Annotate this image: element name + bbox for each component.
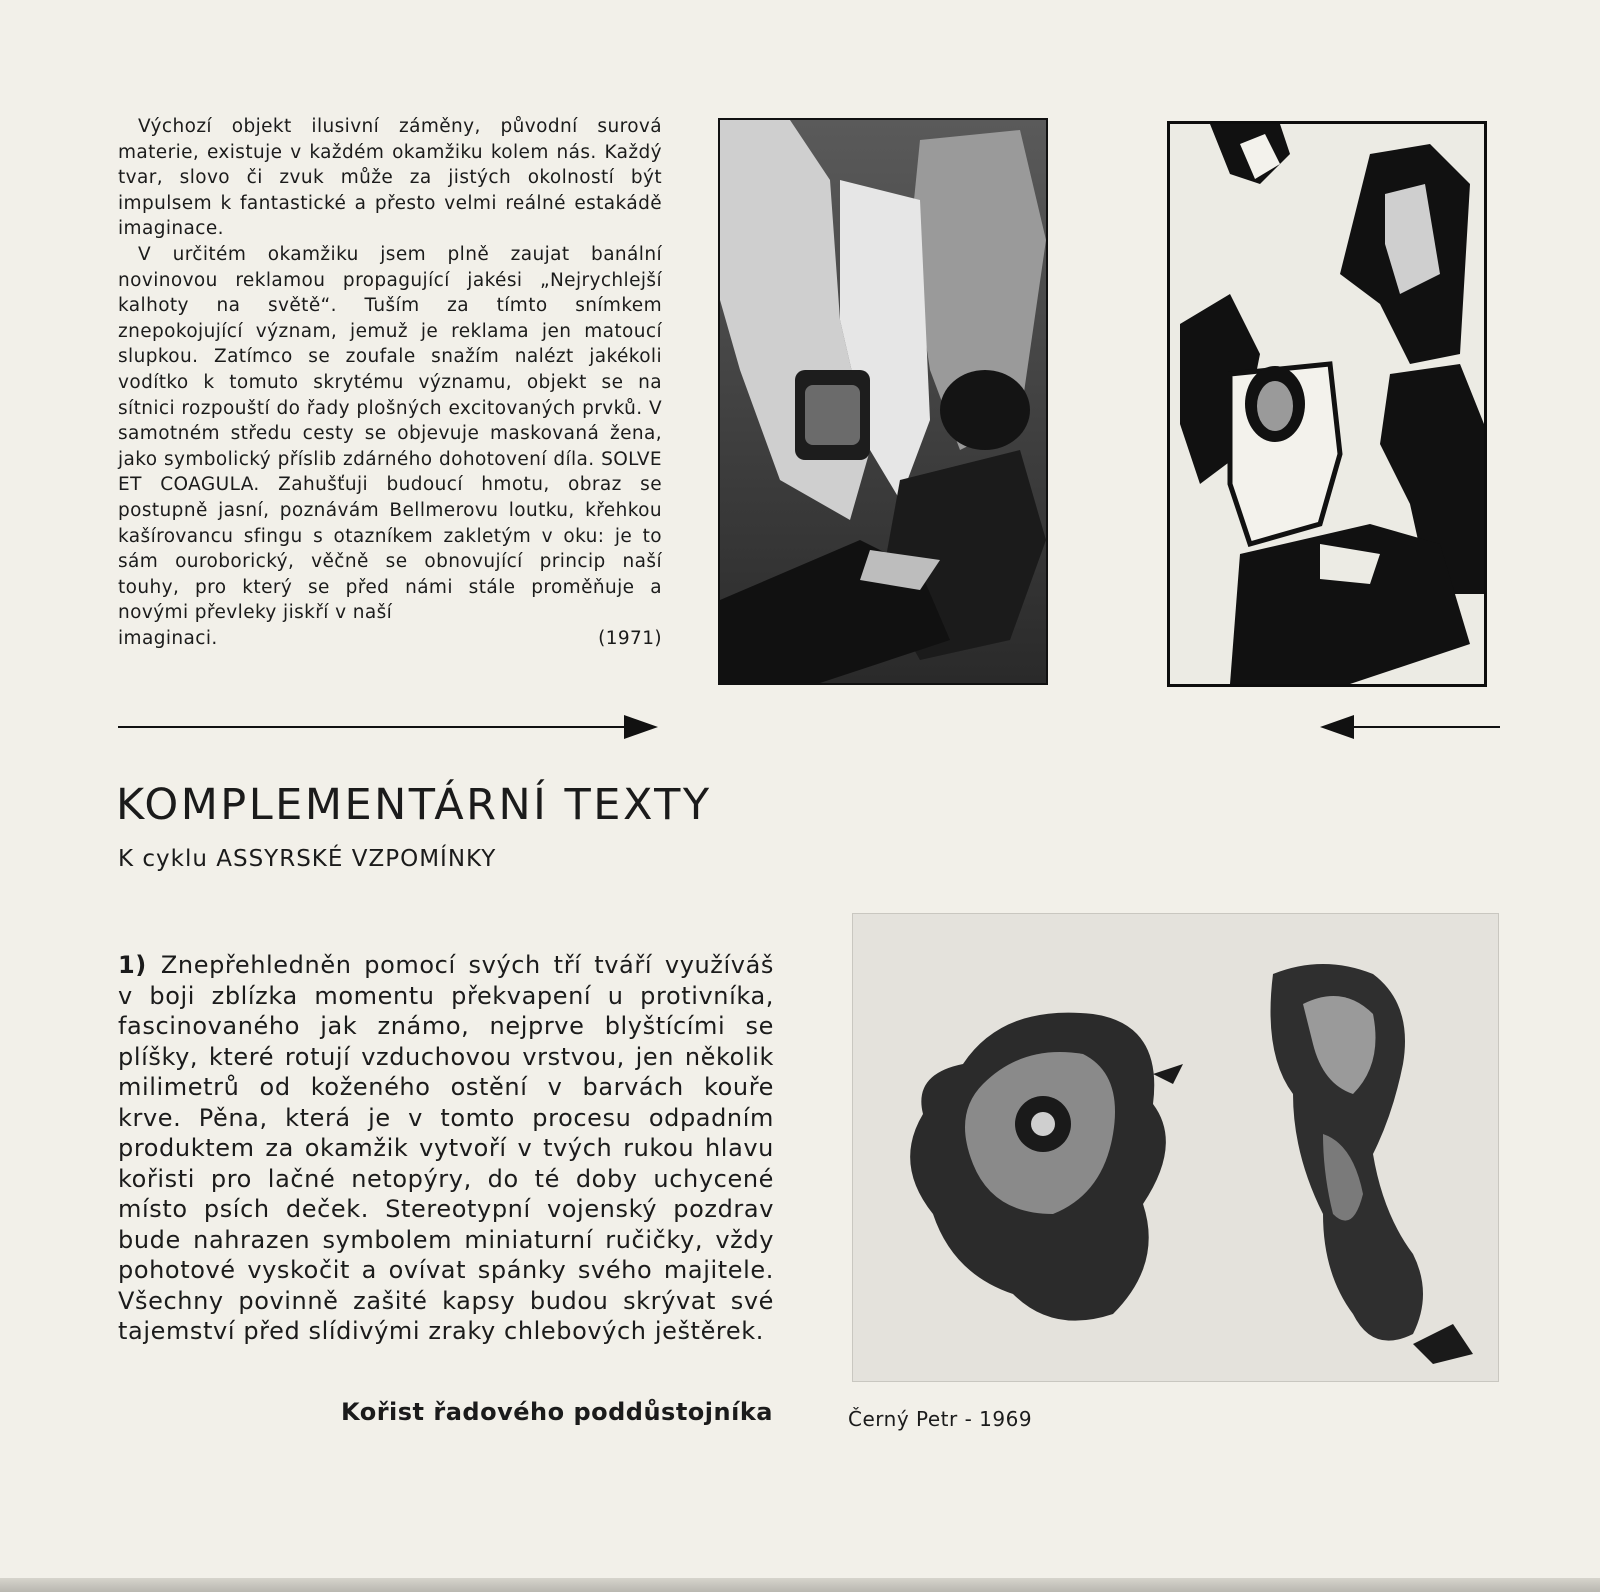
artwork-caption: Černý Petr - 1969: [848, 1407, 1033, 1431]
intro-paragraph-2: V určitém okamžiku jsem plně zaujat banální novinovou reklamou propagující jakési „Nejrychlejší kalhoty na světě“. Tuším za tímto snímkem znepokojující význam, jemuž je reklama jen matoucí slupkou. Zatímco se zoufale snažím nalézt jakékoli vodítko k tomuto skrytému významu, objekt se na sítnici rozpouští do řady plošných excitovaných prvků. V samotném středu cesty se objevuje maskovaná žena, jako symbolický příslib zdárného dohotovení díla. SOLVE ET COAGULA. Zahušťuji budoucí hmotu, obraz se postupně jasní, poznávám Bellmerovu loutku, křehkou kašírovancu sfingu s otazníkem zakletým v oku: je to sám ouroborický, věčně se obnovující princip naší touhy, pro který se před námi stále proměňuje a novými převleky jiskří v naší: [118, 243, 662, 624]
intro-closing-line: [118, 626, 662, 652]
text-number: 1): [118, 951, 147, 979]
collage-photo-left-art: [720, 120, 1046, 683]
page-bottom-edge: [0, 1578, 1600, 1592]
text-body: Znepřehledněn pomocí svých tří tváří využíváš v boji zblízka momentu překvapení u protivníka, fascinovaného jak známo, nejprve blyštícími se plíšky, které rotují vzduchovou vrstvou, jen několik milimetrů od koženého ostění v barvách kouře krve. Pěna, která je v tomto procesu odpadním produktem za okamžik vytvoří v tvých rukou hlavu kořisti pro lačné netopýry, do té doby uchycené místo psích deček. Stereotypní vojenský pozdrav bude nahrazen symbolem miniaturní ručičky, vždy pohotové vyskočit a ovívat spánky svého majitele. Všechny povinně zašité kapsy budou skrývat své tajemství před slídivými zraky chlebových ještěrek.: [118, 951, 774, 1345]
arrow-left-icon: [1320, 715, 1500, 739]
collage-drawing-right: [1167, 121, 1487, 687]
artwork-cerny-petr: [852, 913, 1499, 1382]
section-subtitle: K cyklu ASSYRSKÉ VZPOMÍNKY: [118, 846, 497, 872]
collage-photo-left: [718, 118, 1048, 685]
intro-year: (1971): [598, 627, 662, 649]
section-title: KOMPLEMENTÁRNÍ TEXTY: [116, 780, 712, 830]
text-signature: Kořist řadového poddůstojníka: [341, 1398, 773, 1426]
arrow-right-icon: [118, 715, 658, 739]
numbered-text-1: [118, 950, 774, 1347]
artwork-cerny-petr-drawing: [853, 914, 1498, 1381]
collage-drawing-right-art: [1170, 124, 1484, 684]
intro-text: [118, 114, 662, 651]
intro-paragraph-1: Výchozí objekt ilusivní záměny, původní surová materie, existuje v každém okamžiku kolem nás. Každý tvar, slovo či zvuk může za jistých okolností být impulsem k fantastické a přesto velmi reálné estakádě imaginace.: [118, 116, 662, 240]
intro-last-word: imaginaci.: [118, 627, 218, 649]
